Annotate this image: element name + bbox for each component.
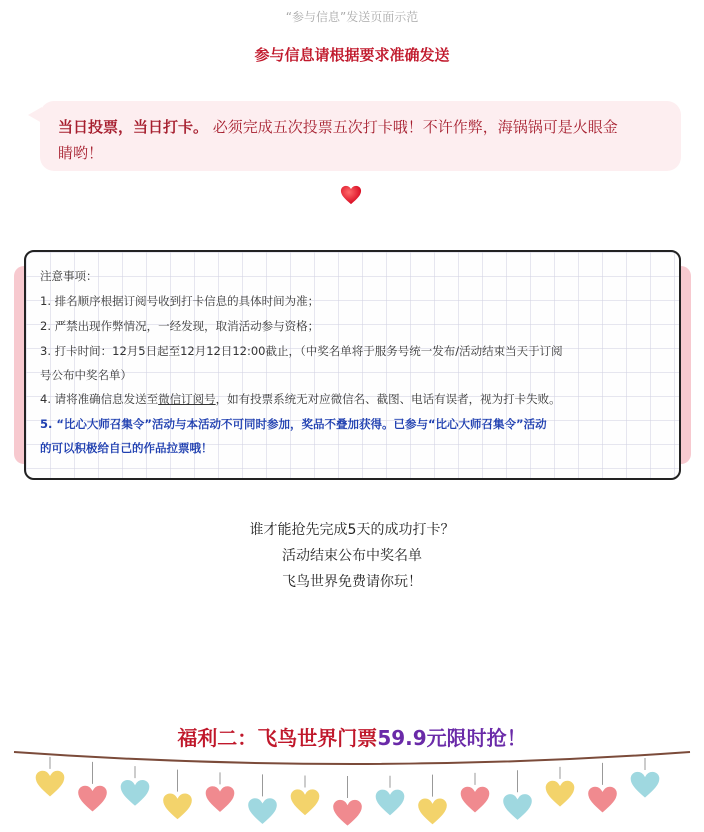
welfare-prefix: 福利二：飞鸟世界门票 <box>177 726 378 750</box>
notes-item-2: 2. 严禁出现作弊情况，一经发现，取消活动参与资格； <box>40 319 320 333</box>
notes-item-5-line1: 5. “比心大师召集令”活动与本活动不可同时参加，奖品不叠加获得。已参与“比心大师召集令”活动 <box>40 417 547 431</box>
bunting-heart-icon <box>418 798 448 825</box>
notice-bubble <box>40 101 681 171</box>
bunting-heart-icon <box>630 771 660 798</box>
notice-strong-text: 当日投票，当日打卡。 <box>58 118 209 136</box>
bunting-heart-icon <box>503 794 533 821</box>
center-line-3: 飞鸟世界免费请你玩！ <box>282 574 422 590</box>
welfare-suffix: 元限时抢！ <box>426 726 527 750</box>
bunting-heart-icon <box>78 785 108 812</box>
bunting-heart-icon <box>248 798 278 825</box>
bunting-heart-icon <box>120 779 150 806</box>
bunting-heart-icon <box>545 780 575 807</box>
notice-text-part1: 必须完成五次投票五次打卡哦！不许作弊，海锅锅可是火眼金 <box>212 118 618 136</box>
bunting-hearts-decoration <box>0 742 704 832</box>
page-title: 参与信息请根据要求准确发送 <box>254 46 450 64</box>
notice-text-part2: 睛哟！ <box>58 144 104 162</box>
bunting-heart-icon <box>290 789 320 816</box>
notes-card <box>24 250 681 480</box>
welfare-price: 59.9 <box>377 726 427 750</box>
notes-item-3-line1: 3. 打卡时间：12月5日起至12月12日12:00截止，（中奖名单将于服务号统一发布/活动结束当天于订阅 <box>40 344 563 358</box>
center-line-1: 谁才能抢先完成5天的成功打卡？ <box>249 522 455 538</box>
bunting-heart-icon <box>460 786 490 813</box>
notes-item-4-suffix: ，如有投票系统无对应微信名、截图、电话有误者，视为打卡失败。 <box>215 392 561 406</box>
notes-item-5-line2: 的可以积极给自己的作品拉票哦！ <box>40 441 213 455</box>
bunting-heart-icon <box>588 786 618 813</box>
bunting-heart-icon <box>333 799 363 826</box>
bunting-heart-icon <box>163 793 193 820</box>
notes-item-4-prefix: 4. 请将准确信息发送至 <box>40 392 159 406</box>
notes-item-3-line2: 号公布中奖名单） <box>40 368 132 382</box>
heart-icon <box>340 184 362 206</box>
center-line-2: 活动结束公布中奖名单 <box>282 548 422 564</box>
bunting-heart-icon <box>375 789 405 816</box>
notes-item-1: 1. 排名顺序根据订阅号收到打卡信息的具体时间为准； <box>40 294 320 308</box>
wechat-subscription-link[interactable]: 微信订阅号 <box>158 392 216 406</box>
notes-item-4 <box>40 387 665 412</box>
bunting-heart-icon <box>205 786 235 813</box>
bunting-heart-icon <box>35 770 65 797</box>
page-caption: “参与信息”发送页面示范 <box>285 10 419 24</box>
notes-heading: 注意事项： <box>40 269 98 283</box>
